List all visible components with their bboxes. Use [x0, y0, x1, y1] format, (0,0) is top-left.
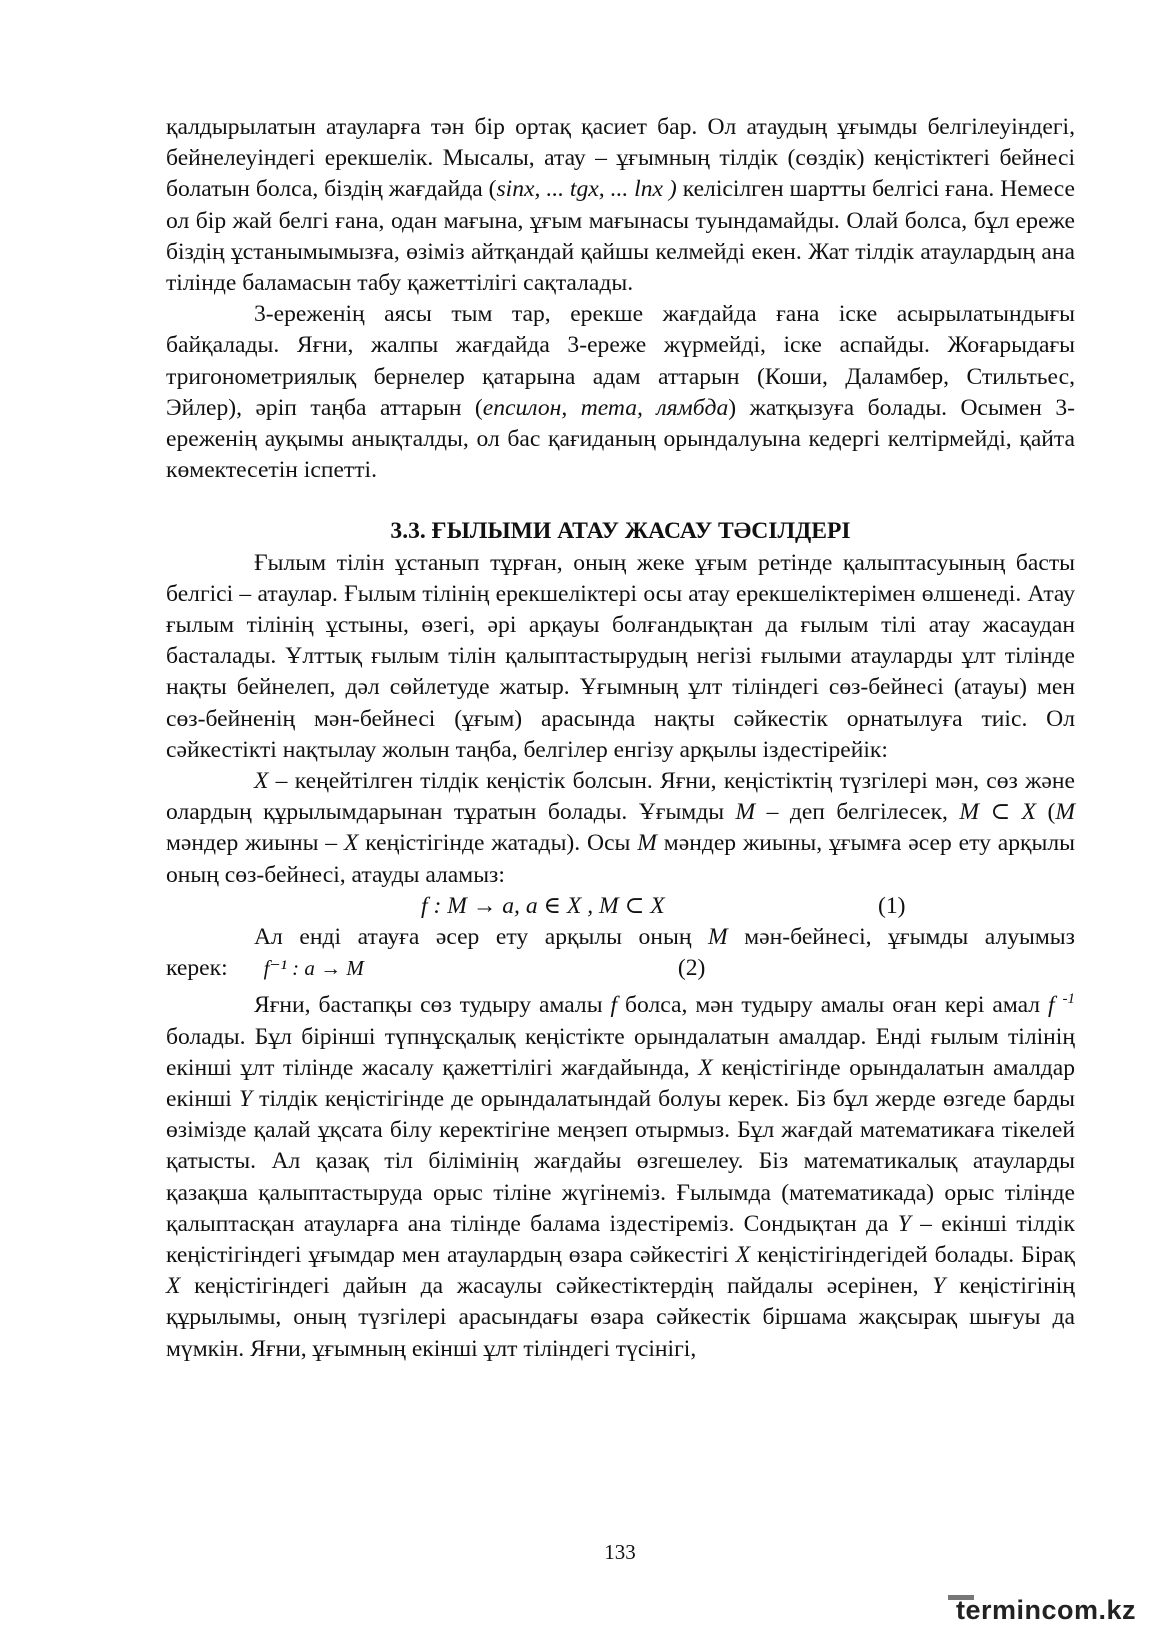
- italic-text: X: [254, 768, 269, 795]
- text-run: мәндер жиыны –: [166, 830, 344, 857]
- text-run: келісілген шартты белгісі ғана. Немесе ол бір жай белгі ғана, одан мағына, ұғым мағынасы туындамайды. Олай болса, бұл ереже біздің ұстанымымызға, өзіміз айтқандай қайшы келмейді екен. Жат тілдік атаулардың ана тілінде баламасын табу қажеттілігі сақталады.: [166, 176, 1075, 297]
- watermark-logo: [948, 1587, 1148, 1633]
- text-run: болады. Бұл бірінші түпнұсқалық кеңістікте орындалатын амалдар. Енді ғылым тілінің екінші ұлт тілінде жасалу қажеттілігі жағдайында,: [166, 1023, 1075, 1081]
- text-run: – деп белгілесек,: [755, 799, 960, 826]
- text-run: мән-бейнесі, ұғымды алуымыз керек:: [166, 924, 1075, 982]
- italic-text: -1: [1062, 991, 1075, 1008]
- text-run: кеңістігіндегідей болады. Бірақ: [750, 1241, 1075, 1268]
- text-run: қалдырылатын атауларға тән бір ортақ қасиет бар. Ол атаудың ұғымды белгілеуіндегі, бейнелеуіндегі ерекшелік. Мысалы, атау – ұғымның тілдік (сөздік) кеңістіктегі бейнесі болатын болса, біздің жағдайда (: [166, 114, 1075, 203]
- italic-text: M: [708, 924, 728, 951]
- equation-1-formula: f : M → a, a ∈ X , M ⊂ X: [421, 892, 665, 919]
- text-run: кеңістігінде орындалатын амалдар екінші: [166, 1054, 1075, 1112]
- italic-text: X: [735, 1241, 751, 1268]
- italic-text: Y: [238, 1085, 253, 1112]
- text-run: – кеңейтілген тілдік кеңістік болсын. Яғни, кеңістіктің түзгілері мән, сөз және олардың құрылымдарынан тұратын болады. Ұғымды: [166, 768, 1075, 826]
- section-heading: 3.3. ҒЫЛЫМИ АТАУ ЖАСАУ ТӘСІЛДЕРІ: [390, 518, 851, 545]
- text-run: болса, мән тудыру амалы оған кері амал: [617, 992, 1048, 1019]
- italic-text: X: [698, 1054, 713, 1081]
- italic-text: sinx, ... tgx, ... lnx ): [496, 176, 677, 203]
- text-run: Яғни, бастапқы сөз тудыру амалы: [254, 992, 611, 1019]
- italic-text: X: [343, 830, 359, 857]
- italic-text: M: [637, 830, 657, 857]
- paragraph: [166, 112, 1075, 299]
- paragraph: [166, 766, 1075, 891]
- equation-1: [166, 891, 1075, 922]
- italic-text: X: [166, 1273, 181, 1300]
- text-run: тілдік кеңістігінде де орындалатындай болуы керек. Біз бұл жерде өзгеде барды өзімізде қалай ұқсата білу керектігіне меңзеп отырмыз. Бұл жағдай математикаға тікелей қатысты. Ал қазақ тіл білімінің жағдайы өзгешелеу. Біз математикалық атауларды қазақша қалыптастыруда орыс тіліне жүгінеміз. Ғылымда (математикада) орыс тілінде қалыптасқан атауларға ана тілінде балама іздестіреміз. Сондықтан да: [166, 1085, 1075, 1237]
- text-run: кеңістігіндегі дайын да жасаулы сәйкестіктердің пайдалы әсерінен,: [180, 1273, 933, 1300]
- text-run: – екінші тілдік кеңістігіндегі ұғымдар мен атаулардың өзара сәйкестігі: [166, 1210, 1076, 1268]
- text-run: (: [1036, 799, 1056, 826]
- watermark-text: termincom.kz: [956, 1595, 1137, 1625]
- italic-text: M: [735, 799, 756, 826]
- equation-2-formula: f⁻¹ : a → M: [263, 956, 364, 981]
- italic-text: епсилон, тета, лямбда: [482, 394, 729, 421]
- text-run: кеңістігінің құрылымы, оның түзгілері арасындағы өзара сәйкестік біршама жақсырақ шығуы да мүмкін. Яғни, ұғымның екінші ұлт тіліндегі түсінігі,: [166, 1273, 1075, 1362]
- text-run: мәндер жиыны, ұғымға әсер ету арқылы оның сөз-бейнесі, атауды аламыз:: [166, 830, 1075, 888]
- paragraph-with-equation-2: [166, 922, 1075, 984]
- page-body: [166, 112, 1075, 1365]
- italic-text: Y: [897, 1210, 911, 1237]
- equation-2-number: (2): [677, 955, 706, 982]
- text-run: кеңістігінде жатады). Осы: [358, 830, 638, 857]
- italic-text: M: [1055, 799, 1075, 826]
- italic-text: M ⊂ X: [959, 799, 1037, 826]
- paragraph: [166, 299, 1075, 486]
- page-number: 133: [604, 1540, 636, 1564]
- text-run: ) жатқызуға болады. Осымен 3-ереженің ауқымы анықталды, ол бас қағиданың орындалуына кедергі келтірмейді, қайта көмектесетін іспетті.: [166, 394, 1076, 484]
- text-run: Ал енді атауға әсер ету арқылы оның: [254, 924, 709, 951]
- italic-text: Y: [932, 1273, 946, 1300]
- text-run: 3-ереженің аясы тым тар, ерекше жағдайда ғана іске асырылатындығы байқалады. Яғни, жалпы жағдайда 3-ереже жүрмейді, іске аспайды. Жоғарыдағы тригонометриялық бернелер қатарына адам аттарын (Коши, Даламбер, Стильтьес, Эйлер), әріп таңба аттарын (: [166, 301, 1075, 421]
- paragraph: [166, 548, 1075, 766]
- paragraph: [166, 984, 1075, 1364]
- italic-text: f: [1048, 992, 1063, 1019]
- text-run: Ғылым тілін ұстанып тұрған, оның жеке ұғым ретінде қалыптасуының басты белгісі – атаулар. Ғылым тілінің ерекшеліктері осы атау ерекшеліктерімен өлшенеді. Атау ғылым тілінің ұстыны, өзегі, әрі арқауы болғандықтан да ғылым тілі атау жасаудан басталады. Ұлттық ғылым тілін қалыптастырудың негізі ғылыми атауларды ұлт тілінде нақты бейнелеп, дәл сөйлетуде жатыр. Ұғымның ұлт тіліндегі сөз-бейнесі (атауы) мен сөз-бейненің мән-бейнесі (ұғым) арасында нақты сәйкестік орнатылуға тиіс. Ол сәйкестікті нақтылау жолын таңба, белгілер енгізу арқылы іздестірейік:: [166, 549, 1075, 763]
- equation-1-number: (1): [878, 892, 906, 919]
- italic-text: f: [610, 992, 618, 1019]
